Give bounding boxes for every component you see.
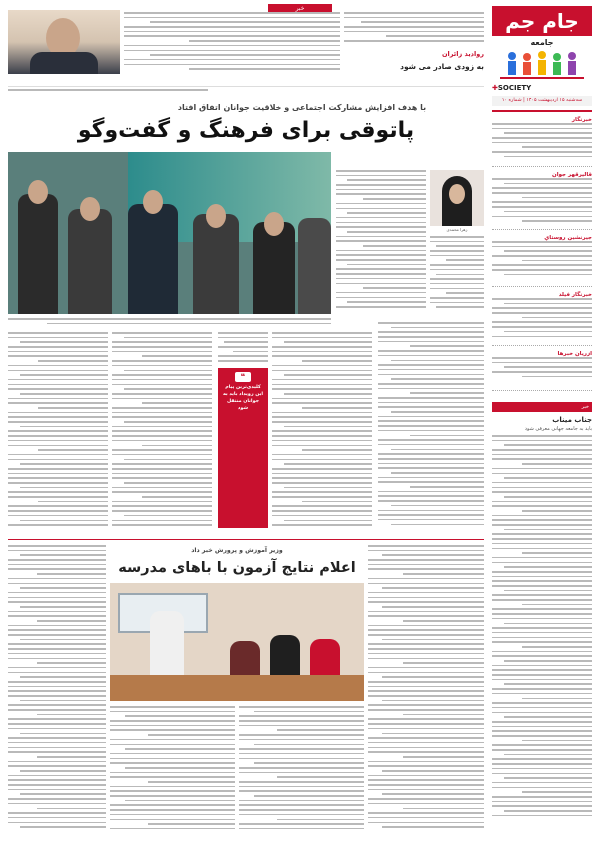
main-article-column-3-top (218, 332, 268, 364)
bottom-article-column-left (8, 545, 106, 835)
quote-box (218, 368, 268, 528)
bottom-article-column-right (368, 545, 484, 835)
quote-icon: ❝ (235, 372, 251, 382)
sidebar-block-title: خبرنگار فيلد (558, 292, 592, 298)
top-article-body (124, 12, 340, 74)
main-article-column-2 (112, 332, 212, 532)
quote-text: کلیدی‌ترین پیام این رویداد باید به جوانان منتقل شود (222, 385, 264, 411)
side-article-subtitle: باید به جامعه جهانی معرفی شود (524, 426, 592, 432)
sidebar-block-text (492, 241, 592, 283)
sidebar-block-text (492, 357, 592, 387)
portrait-suit (30, 52, 98, 74)
photo-person-head (28, 180, 48, 204)
bottom-article-kicker: وزیر آموزش و پرورش خبر داد (191, 547, 283, 554)
top-article-headline[interactable]: به زودی صادر می شود (400, 62, 484, 71)
photo-person (193, 214, 239, 314)
photo-person-head (80, 197, 100, 221)
sidebar-block-text (492, 123, 592, 163)
society-label (492, 84, 592, 94)
sidebar-block[interactable] (492, 287, 592, 346)
sidebar-block[interactable] (492, 230, 592, 287)
section-divider (8, 539, 484, 540)
section-label: خبر (268, 4, 332, 14)
right-sidebar (492, 110, 592, 400)
top-article-tail (8, 89, 208, 95)
photo-person (68, 209, 112, 314)
main-article-column-4 (272, 332, 372, 532)
photo-person (18, 194, 58, 314)
photo-person (128, 204, 178, 314)
main-article-photo[interactable] (8, 152, 331, 314)
official-portrait-photo[interactable] (8, 10, 120, 74)
top-article-lead (344, 12, 484, 46)
main-article-lead-continued (430, 236, 484, 316)
bottom-article-column-mid-right (110, 706, 235, 834)
society-people-icon (492, 48, 592, 82)
photo-person (298, 218, 331, 314)
side-article-body (492, 435, 592, 825)
newspaper-logo[interactable]: جام جم (492, 6, 592, 36)
sidebar-block-title: ازريان خبرها (557, 351, 592, 357)
side-article-tag: خبر (492, 402, 592, 412)
bottom-article-headline[interactable]: اعلام نتایج آزمون با باهای مدرسه (118, 560, 356, 576)
plus-icon: ✚ (492, 84, 498, 92)
main-photo-caption (8, 318, 331, 328)
section-name: جامعه (530, 38, 554, 47)
sidebar-block-title: قاليرقهر جوان (552, 172, 592, 178)
photo-desk (110, 675, 364, 701)
sidebar-block[interactable] (492, 112, 592, 167)
portrait-caption: زهرا محمدی (446, 227, 468, 232)
sidebar-block-title: خبرنگار (571, 117, 592, 123)
side-article[interactable] (492, 402, 592, 832)
main-article-column-1 (8, 332, 108, 532)
main-article-headline[interactable]: پاتوقی برای فرهنگ و گفت‌وگو (77, 118, 415, 143)
divider (8, 86, 484, 87)
main-article-column-5 (378, 322, 484, 532)
interviewee-portrait[interactable] (430, 170, 484, 226)
portrait-face (449, 184, 465, 204)
society-text: SOCIETY (497, 84, 532, 92)
school-photo[interactable] (110, 583, 364, 701)
sidebar-block-title: جيرنشين روستاي (544, 235, 592, 241)
main-article-lead (336, 170, 426, 315)
date-strip: سه‌شنبه ۱۵ اردیبهشت ۱۴۰۵ | شماره ۱۰ (492, 96, 592, 106)
sidebar-block-text (492, 178, 592, 226)
photo-person-head (143, 190, 163, 214)
main-article-kicker: با هدف افزایش مشارکت اجتماعی و خلاقیت جوانان اتفاق افتاد (177, 103, 427, 112)
sidebar-block[interactable] (492, 167, 592, 230)
top-article-kicker: روادید زائران (441, 50, 484, 58)
side-article-title: جناب میناب (552, 416, 592, 424)
sidebar-block[interactable] (492, 346, 592, 391)
sidebar-block-text (492, 298, 592, 342)
photo-person-head (206, 204, 226, 228)
bottom-article-column-mid-left (239, 706, 364, 834)
photo-person-head (264, 212, 284, 236)
